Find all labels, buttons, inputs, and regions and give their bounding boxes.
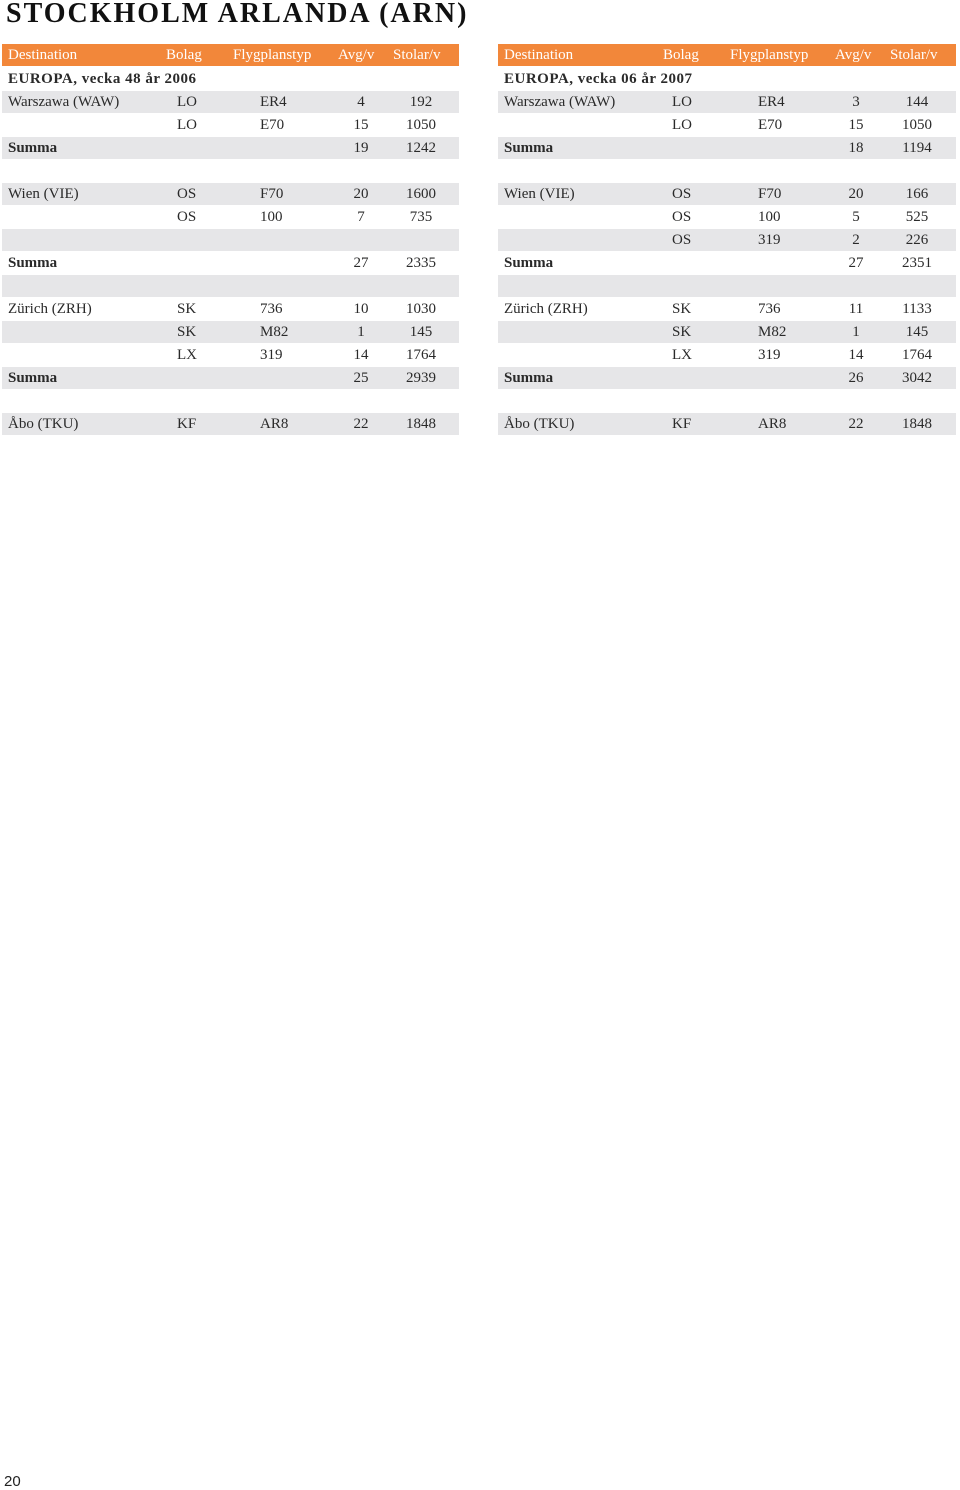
table-row — [2, 390, 459, 412]
section-heading — [498, 68, 956, 90]
cell-avg: 22 — [353, 416, 369, 432]
cell-bolag: LX — [177, 347, 197, 363]
col-flygplanstyp: Flygplanstyp — [730, 47, 809, 63]
cell-bolag: OS — [177, 209, 197, 225]
cell-avg: 25 — [353, 370, 369, 386]
cell-stolar: 1194 — [902, 140, 932, 156]
col-destination: Destination — [8, 47, 78, 63]
section-heading — [2, 68, 459, 90]
cell-flygplanstyp: E70 — [260, 117, 285, 133]
cell-flygplanstyp: F70 — [758, 186, 782, 202]
cell-avg: 1 — [852, 324, 860, 340]
cell-flygplanstyp: F70 — [260, 186, 284, 202]
cell-flygplanstyp: M82 — [260, 324, 289, 340]
col-stolar: Stolar/v — [890, 47, 938, 63]
cell-stolar: 1764 — [406, 347, 436, 363]
table-header — [498, 44, 956, 66]
cell-destination: Åbo (TKU) — [8, 416, 79, 432]
col-avg: Avg/v — [338, 47, 375, 63]
cell-destination: Summa — [8, 370, 58, 386]
summary-row — [2, 137, 459, 159]
table-row — [498, 114, 956, 136]
cell-bolag: SK — [672, 301, 692, 317]
cell-flygplanstyp: AR8 — [260, 416, 289, 432]
cell-avg: 14 — [353, 347, 369, 363]
cell-stolar: 2351 — [902, 255, 932, 271]
table-row — [498, 298, 956, 320]
cell-stolar: 3042 — [902, 370, 932, 386]
cell-avg: 27 — [848, 255, 864, 271]
col-flygplanstyp: Flygplanstyp — [233, 47, 312, 63]
cell-avg: 26 — [848, 370, 864, 386]
cell-flygplanstyp: 319 — [260, 347, 283, 363]
cell-stolar: 226 — [905, 232, 929, 248]
cell-flygplanstyp: 319 — [758, 232, 781, 248]
col-bolag: Bolag — [166, 47, 202, 63]
table-row — [2, 91, 459, 113]
cell-bolag: SK — [177, 324, 197, 340]
table-row — [2, 413, 459, 435]
cell-avg: 20 — [848, 186, 864, 202]
table-row — [2, 298, 459, 320]
cell-avg: 3 — [852, 94, 860, 110]
table-row — [498, 390, 956, 412]
table-row — [498, 160, 956, 182]
cell-avg: 20 — [353, 186, 369, 202]
cell-flygplanstyp: E70 — [758, 117, 783, 133]
col-bolag: Bolag — [663, 47, 699, 63]
flight-table-2006 — [2, 44, 459, 436]
cell-bolag: KF — [672, 416, 692, 432]
cell-stolar: 144 — [905, 94, 929, 110]
summary-row — [2, 252, 459, 274]
summary-row — [2, 367, 459, 389]
cell-stolar: 1848 — [406, 416, 436, 432]
cell-destination: Summa — [504, 255, 554, 271]
cell-avg: 27 — [353, 255, 369, 271]
cell-bolag: OS — [177, 186, 197, 202]
table-row — [2, 114, 459, 136]
cell-bolag: LO — [672, 117, 692, 133]
table-row — [498, 413, 956, 435]
cell-destination: Åbo (TKU) — [504, 416, 575, 432]
cell-destination: Zürich (ZRH) — [504, 301, 588, 317]
cell-avg: 14 — [848, 347, 864, 363]
cell-bolag: OS — [672, 232, 692, 248]
cell-destination: Warszawa (WAW) — [8, 94, 120, 110]
cell-bolag: LO — [672, 94, 692, 110]
cell-stolar: 735 — [409, 209, 433, 225]
table-header — [2, 44, 459, 66]
cell-flygplanstyp: 736 — [758, 301, 781, 317]
table-body — [498, 91, 956, 435]
cell-flygplanstyp: M82 — [758, 324, 787, 340]
cell-bolag: LO — [177, 117, 197, 133]
cell-avg: 7 — [357, 209, 365, 225]
cell-destination: Wien (VIE) — [8, 186, 79, 202]
cell-destination: Summa — [504, 140, 554, 156]
cell-stolar: 1764 — [902, 347, 932, 363]
cell-flygplanstyp: 319 — [758, 347, 781, 363]
cell-stolar: 1133 — [902, 301, 932, 317]
cell-stolar: 1050 — [406, 117, 436, 133]
cell-stolar: 2939 — [406, 370, 436, 386]
table-row — [2, 160, 459, 182]
table-row — [498, 91, 956, 113]
cell-stolar: 145 — [409, 324, 433, 340]
cell-flygplanstyp: 100 — [260, 209, 283, 225]
table-row — [498, 321, 956, 343]
table-row — [498, 206, 956, 228]
cell-flygplanstyp: ER4 — [260, 94, 287, 110]
cell-avg: 10 — [353, 301, 369, 317]
cell-bolag: LO — [177, 94, 197, 110]
flight-table-2007 — [498, 44, 956, 436]
cell-avg: 22 — [848, 416, 864, 432]
table-row — [2, 206, 459, 228]
page-title: STOCKHOLM ARLANDA (ARN) — [6, 0, 469, 29]
table-row — [498, 229, 956, 251]
cell-destination: Summa — [8, 140, 58, 156]
cell-avg: 4 — [357, 94, 365, 110]
section-title: EUROPA, vecka 48 år 2006 — [8, 71, 197, 87]
cell-bolag: OS — [672, 186, 692, 202]
cell-avg: 19 — [353, 140, 369, 156]
table-row — [2, 321, 459, 343]
table-body — [2, 91, 459, 435]
cell-destination: Summa — [8, 255, 58, 271]
cell-stolar: 1050 — [902, 117, 932, 133]
cell-stolar: 1848 — [902, 416, 932, 432]
cell-stolar: 1030 — [406, 301, 436, 317]
cell-flygplanstyp: ER4 — [758, 94, 785, 110]
section-title: EUROPA, vecka 06 år 2007 — [504, 71, 693, 87]
cell-stolar: 1242 — [406, 140, 436, 156]
cell-avg: 11 — [848, 301, 864, 317]
cell-stolar: 166 — [905, 186, 929, 202]
table-row — [498, 183, 956, 205]
table-row — [2, 275, 459, 297]
cell-bolag: OS — [672, 209, 692, 225]
cell-stolar: 145 — [905, 324, 929, 340]
summary-row — [498, 367, 956, 389]
col-stolar: Stolar/v — [393, 47, 441, 63]
cell-bolag: KF — [177, 416, 197, 432]
cell-avg: 18 — [848, 140, 864, 156]
cell-avg: 5 — [852, 209, 860, 225]
summary-row — [498, 137, 956, 159]
table-row — [2, 229, 459, 251]
cell-avg: 1 — [357, 324, 365, 340]
cell-bolag: SK — [672, 324, 692, 340]
cell-avg: 15 — [848, 117, 864, 133]
cell-destination: Summa — [504, 370, 554, 386]
cell-destination: Wien (VIE) — [504, 186, 575, 202]
cell-destination: Zürich (ZRH) — [8, 301, 92, 317]
cell-flygplanstyp: AR8 — [758, 416, 787, 432]
cell-bolag: LX — [672, 347, 692, 363]
col-destination: Destination — [504, 47, 574, 63]
table-row — [498, 275, 956, 297]
cell-stolar: 525 — [905, 209, 929, 225]
table-row — [498, 344, 956, 366]
cell-flygplanstyp: 736 — [260, 301, 283, 317]
cell-avg: 15 — [353, 117, 369, 133]
cell-avg: 2 — [852, 232, 860, 248]
page-number: 20 — [4, 1473, 21, 1490]
table-row — [2, 183, 459, 205]
cell-flygplanstyp: 100 — [758, 209, 781, 225]
cell-destination: Warszawa (WAW) — [504, 94, 616, 110]
cell-stolar: 2335 — [406, 255, 436, 271]
cell-stolar: 1600 — [406, 186, 436, 202]
cell-stolar: 192 — [409, 94, 433, 110]
summary-row — [498, 252, 956, 274]
col-avg: Avg/v — [835, 47, 872, 63]
cell-bolag: SK — [177, 301, 197, 317]
table-row — [2, 344, 459, 366]
